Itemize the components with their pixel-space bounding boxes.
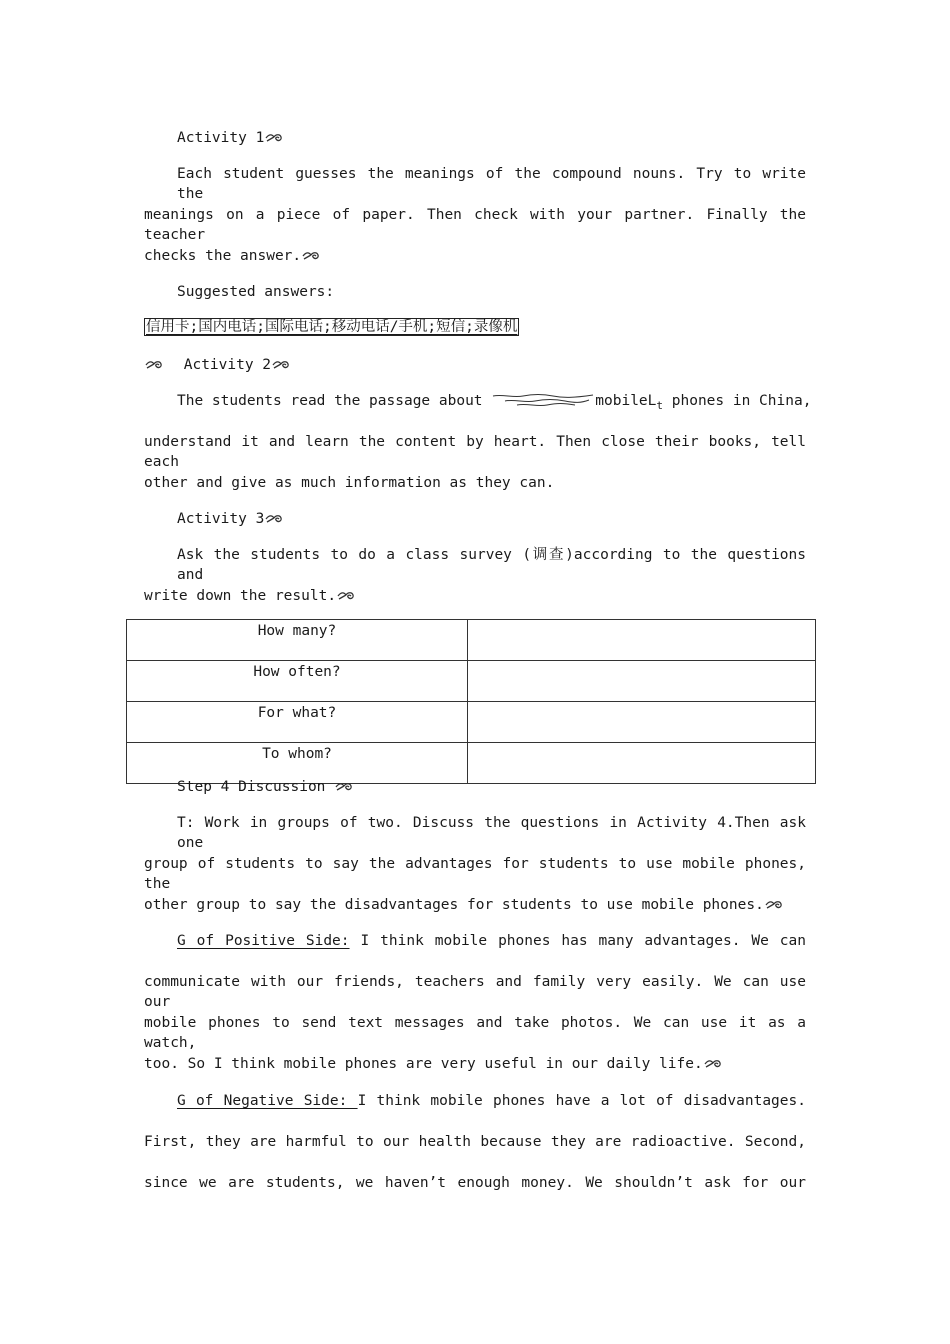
survey-question: How often? <box>127 661 468 702</box>
activity2-line1-end: phones in China, <box>663 393 812 409</box>
activity2-line1-mark: L <box>647 393 657 409</box>
activity2-line1-mark-sub: t <box>656 399 664 412</box>
paragraph-mark-icon <box>145 360 163 370</box>
suggested-answers: 信用卡;国内电话;国际电话;移动电话/手机;短信;录像机 <box>146 319 518 335</box>
survey-question: To whom? <box>127 743 468 784</box>
suggested-answers-label: Suggested answers: <box>177 284 335 300</box>
paragraph-mark-icon <box>272 360 290 370</box>
paragraph-mark-icon <box>337 591 355 601</box>
positive-line-4-wrap <box>144 1054 806 1074</box>
step4-title: Step 4 Discussion <box>177 779 326 795</box>
table-row <box>127 702 816 743</box>
negative-line-3: since we are students, we haven’t enough money. We shouldn’t ask for our <box>144 1175 806 1191</box>
paragraph-mark-icon <box>265 514 283 524</box>
positive-text-1: I think mobile phones has many advantages. We can <box>349 933 806 949</box>
paragraph-mark-icon <box>335 782 353 792</box>
activity1-line-1: Each student guesses the meanings of the compound nouns. Try to write the <box>177 166 806 202</box>
activity2-line-1 <box>177 391 812 416</box>
step4-line-2: group of students to say the advantages for students to use mobile phones, the <box>144 856 806 892</box>
positive-line-1 <box>177 931 806 951</box>
activity2-line1-start: The students read the passage about <box>177 393 483 409</box>
step4-title-line <box>177 777 806 797</box>
suggested-answers-line <box>144 317 806 337</box>
survey-question: How many? <box>127 620 468 661</box>
paragraph-mark-icon <box>302 251 320 261</box>
table-row <box>127 620 816 661</box>
paragraph-mark-icon <box>704 1059 722 1069</box>
activity1-line-3: checks the answer. <box>144 248 302 264</box>
wavy-line-icon <box>491 392 595 408</box>
negative-label: G of Negative Side: <box>177 1093 358 1109</box>
survey-answer[interactable] <box>468 702 816 743</box>
negative-line-2: First, they are harmful to our health because they are radioactive. Second, <box>144 1134 806 1150</box>
activity3-title-line <box>177 509 806 529</box>
survey-answer[interactable] <box>468 661 816 702</box>
step4-line-1: T: Work in groups of two. Discuss the questions in Activity 4.Then ask one <box>177 815 806 851</box>
positive-label: G of Positive Side: <box>177 933 350 949</box>
activity2-title-line <box>144 355 806 375</box>
survey-question: For what? <box>127 702 468 743</box>
activity2-line1-word: mobile <box>595 393 648 409</box>
activity1-line-3-wrap <box>144 246 806 266</box>
step4-line-3: other group to say the disadvantages for students to use mobile phones. <box>144 897 764 913</box>
activity1-title: Activity 1 <box>177 130 265 146</box>
survey-table <box>126 619 816 784</box>
negative-text-1: I think mobile phones have a lot of disadvantages. <box>357 1093 806 1109</box>
positive-line-3: mobile phones to send text messages and take photos. We can use it as a watch, <box>144 1015 806 1051</box>
activity3-title: Activity 3 <box>177 511 265 527</box>
paragraph-mark-icon <box>765 900 783 910</box>
table-row <box>127 661 816 702</box>
survey-answer[interactable] <box>468 620 816 661</box>
activity3-line-2: write down the result. <box>144 588 337 604</box>
activity2-line-3: other and give as much information as they can. <box>144 475 555 491</box>
step4-line-3-wrap <box>144 895 806 915</box>
negative-line-1 <box>177 1091 806 1111</box>
activity3-line-1: Ask the students to do a class survey (调查)according to the questions and <box>177 547 806 583</box>
activity3-line-2-wrap <box>144 586 806 606</box>
activity2-title: Activity 2 <box>183 357 272 373</box>
activity2-line-2: understand it and learn the content by heart. Then close their books, tell each <box>144 434 806 470</box>
activity1-title-line <box>177 128 806 148</box>
paragraph-mark-icon <box>265 133 283 143</box>
positive-line-4: too. So I think mobile phones are very useful in our daily life. <box>144 1056 703 1072</box>
activity1-line-2: meanings on a piece of paper. Then check with your partner. Finally the teacher <box>144 207 806 243</box>
positive-line-2: communicate with our friends, teachers and family very easily. We can use our <box>144 974 806 1010</box>
